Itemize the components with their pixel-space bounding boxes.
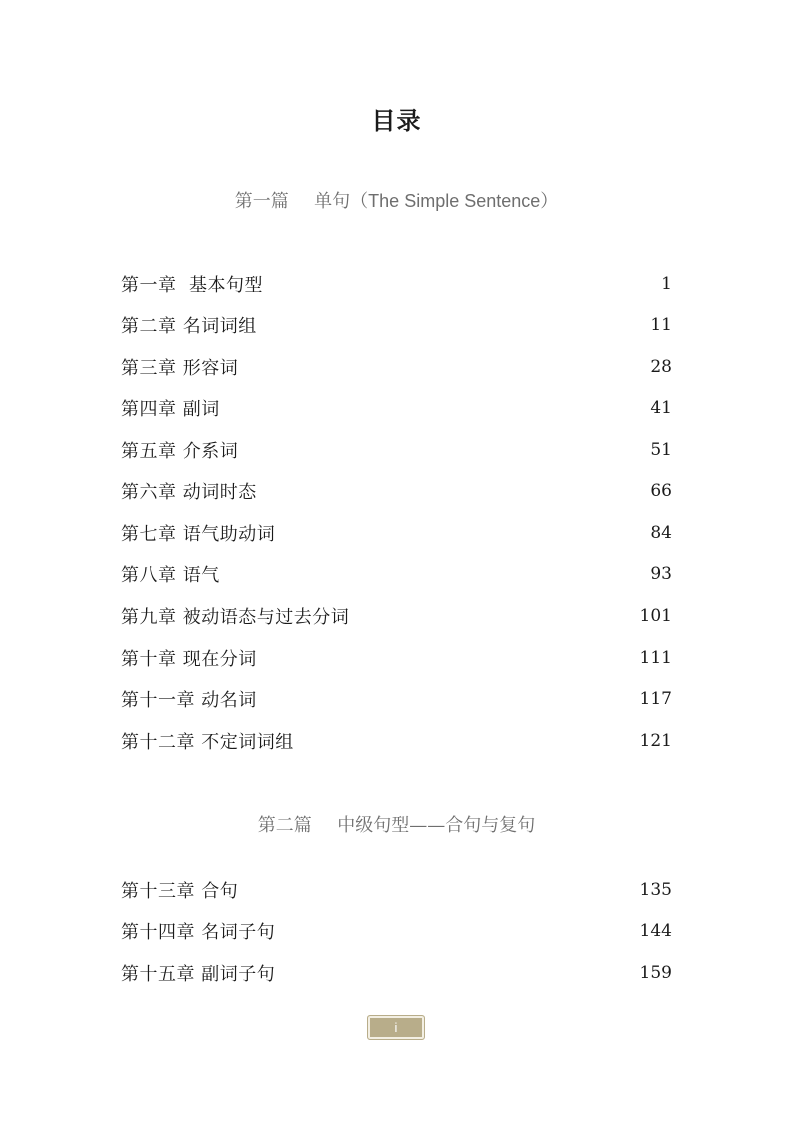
toc-row[interactable] — [121, 727, 672, 755]
toc-row[interactable] — [121, 560, 672, 588]
chapter-label: 第七章 — [121, 524, 177, 545]
part-heading — [0, 811, 793, 837]
chapter-title: 动词时态 — [182, 482, 257, 503]
toc-row[interactable] — [121, 519, 672, 547]
chapter-title: 不定词词组 — [201, 732, 294, 753]
part-title: 单句（ — [314, 191, 369, 212]
chapter-page-number: 159 — [639, 963, 672, 983]
chapter-page-number: 101 — [639, 606, 672, 626]
chapter-label: 第八章 — [121, 565, 177, 586]
part-title-en: The Simple Sentence — [368, 191, 541, 211]
chapter-page-number: 66 — [650, 481, 672, 501]
chapter-title: 语气助动词 — [182, 524, 276, 545]
chapter-title: 名词词组 — [182, 316, 257, 337]
toc-row[interactable] — [121, 876, 672, 904]
chapter-label: 第四章 — [121, 399, 177, 420]
page-number-badge: i — [367, 1015, 425, 1040]
part-title-close: ） — [540, 191, 559, 212]
chapter-page-number: 28 — [650, 357, 672, 377]
chapter-page-number: 117 — [639, 689, 672, 709]
page-title: 目录 — [371, 106, 422, 135]
toc-row[interactable] — [121, 685, 672, 713]
toc-row[interactable] — [121, 394, 672, 422]
chapter-label: 第十五章 — [121, 964, 195, 985]
chapter-title: 语气 — [182, 565, 220, 586]
part-label: 第二篇 — [257, 815, 312, 836]
chapter-title: 形容词 — [182, 358, 239, 379]
chapter-page-number: 93 — [650, 564, 672, 584]
chapter-label: 第二章 — [121, 316, 177, 337]
chapter-label: 第五章 — [121, 441, 177, 462]
toc-row[interactable] — [121, 602, 672, 630]
chapter-page-number: 111 — [639, 648, 672, 668]
chapter-page-number: 41 — [650, 398, 672, 418]
toc-row[interactable] — [121, 311, 672, 339]
chapter-title: 副词子句 — [201, 964, 276, 985]
toc-row[interactable] — [121, 436, 672, 464]
toc-row[interactable] — [121, 917, 672, 945]
chapter-title: 介系词 — [182, 441, 239, 462]
chapter-page-number: 51 — [650, 440, 672, 460]
chapter-page-number: 1 — [661, 274, 672, 294]
chapter-page-number: 11 — [650, 315, 672, 335]
part-title: 中级句型——合句与复句 — [337, 815, 536, 836]
chapter-page-number: 135 — [639, 880, 672, 900]
chapter-title: 副词 — [182, 399, 220, 420]
chapter-label: 第九章 — [121, 607, 177, 628]
chapter-title: 动名词 — [201, 690, 257, 711]
chapter-label: 第六章 — [121, 482, 177, 503]
chapter-label: 第一章 — [121, 275, 177, 296]
chapter-page-number: 84 — [650, 523, 672, 543]
chapter-title: 名词子句 — [201, 922, 276, 943]
part-label: 第一篇 — [234, 191, 289, 212]
chapter-label: 第十章 — [121, 649, 177, 670]
chapter-title: 合句 — [201, 881, 239, 902]
chapter-label: 第十四章 — [121, 922, 195, 943]
toc-row[interactable] — [121, 353, 672, 381]
chapter-label: 第十一章 — [121, 690, 195, 711]
toc-row[interactable] — [121, 477, 672, 505]
chapter-title: 被动语态与过去分词 — [182, 607, 350, 628]
toc-row[interactable] — [121, 959, 672, 987]
chapter-page-number: 121 — [639, 731, 672, 751]
chapter-title: 基本句型 — [188, 275, 263, 296]
chapter-label: 第十三章 — [121, 881, 195, 902]
part-heading — [0, 187, 793, 213]
toc-row[interactable] — [121, 644, 672, 672]
chapter-label: 第三章 — [121, 358, 177, 379]
chapter-label: 第十二章 — [121, 732, 195, 753]
chapter-title: 现在分词 — [182, 649, 257, 670]
chapter-page-number: 144 — [639, 921, 672, 941]
toc-row[interactable] — [121, 270, 672, 298]
